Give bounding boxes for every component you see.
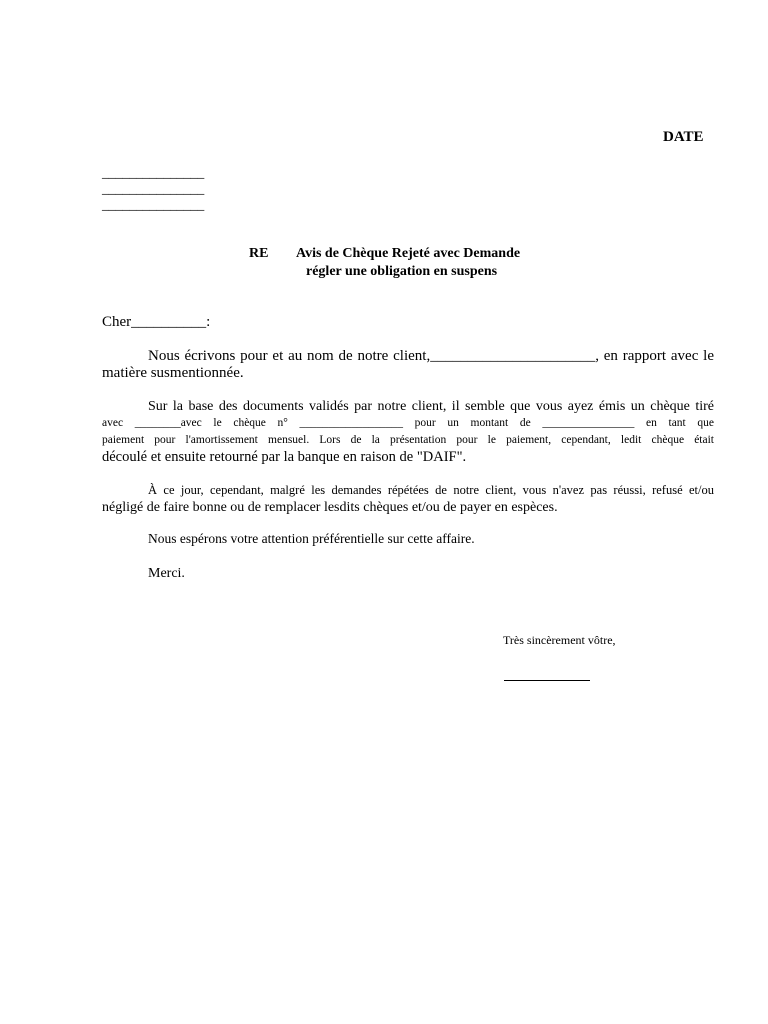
date-label: DATE [663,129,704,145]
paragraph-2 [102,398,714,467]
paragraph-3-line-2: négligé de faire bonne ou de remplacer lesdits chèques et/ou de payer en espèces. [102,500,558,515]
closing-text: Très sincèrement vôtre, [503,633,616,647]
paragraph-2-line-2: avec ________avec le chèque n° __________________ pour un montant de ________________ en tant que [102,417,714,429]
paragraph-1-line-1: Nous écrivons pour et au nom de notre client,______________________, en rapport avec le [148,348,714,364]
paragraph-2-line-4: découlé et ensuite retourné par la banque en raison de "DAIF". [102,449,467,465]
subject-re: RE [249,246,269,261]
paragraph-3 [102,481,714,517]
paragraph-1 [102,348,714,382]
subject-line-2: régler une obligation en suspens [306,264,498,279]
paragraph-1-line-2: matière susmentionnée. [102,365,244,381]
signature-line [504,666,590,681]
paragraph-2-line-1: Sur la base des documents validés par notre client, il semble que vous ayez émis un chèque tiré [148,399,714,414]
greeting: Cher__________: [102,314,211,330]
paragraph-3-line-1: À ce jour, cependant, malgré les demandes répétées de notre client, vous n'avez pas réussi, refusé et/ou [148,483,714,497]
paragraph-2-line-3: paiement pour l'amortissement mensuel. Lors de la présentation pour le paiement, cependant, ledit chèque était [102,434,714,446]
address-line-2: _______________ [102,182,205,197]
address-line-1: _______________ [102,166,205,181]
thanks-text: Merci. [148,566,185,581]
address-line-3: _______________ [102,198,205,213]
paragraph-4: Nous espérons votre attention préférentielle sur cette affaire. [148,531,475,546]
subject-line-1: Avis de Chèque Rejeté avec Demande [296,246,521,261]
